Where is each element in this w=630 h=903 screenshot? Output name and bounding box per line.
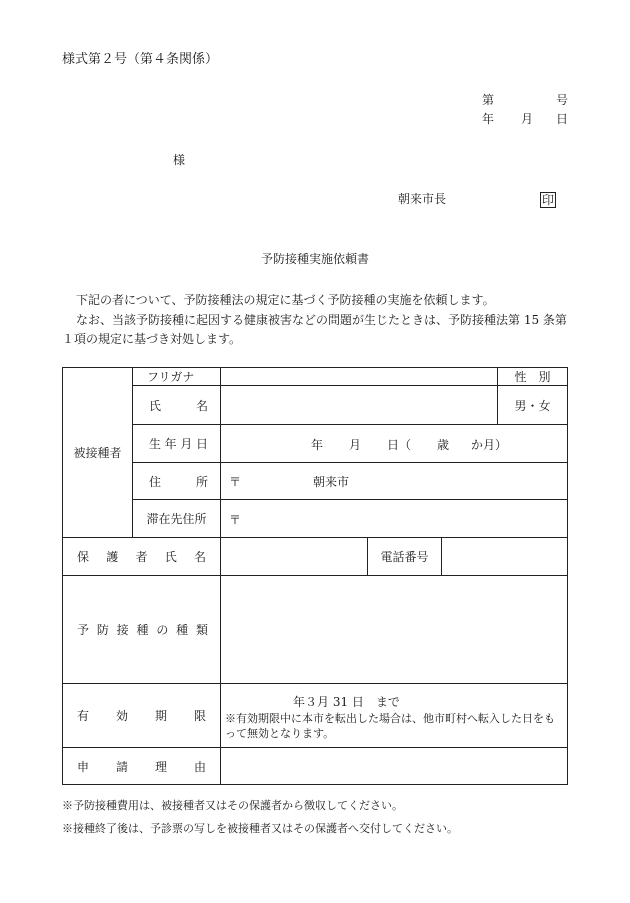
seal-mark: 印 — [542, 193, 555, 207]
validity-label: 有 効 期 限 — [63, 684, 221, 748]
body-line-1: 下記の者について、予防接種法の規定に基づく予防接種の実施を依頼します。 — [76, 293, 495, 307]
birth-month-unit: 月 — [349, 437, 362, 452]
document-number — [482, 91, 568, 108]
form-number: 様式第２号（第４条関係） — [62, 52, 219, 67]
sender-title: 朝来市長 — [398, 192, 447, 206]
gender-options[interactable]: 男・女 — [498, 386, 568, 425]
birthdate-label: 生 年 月 日 — [133, 425, 221, 463]
age-years-unit: 歳 — [437, 437, 450, 452]
validity-cell — [221, 684, 568, 748]
official-seal — [540, 189, 556, 208]
city-name: 朝来市 — [313, 475, 350, 489]
validity-deadline: 年３月 31 日 まで — [293, 694, 400, 709]
reason-label: 申 請 理 由 — [63, 748, 221, 785]
postal-mark: 〒 — [229, 475, 242, 489]
validity-note-line-2: って無効となります。 — [225, 726, 335, 740]
age-months-unit: か月） — [471, 437, 508, 452]
phone-label: 電話番号 — [368, 538, 442, 576]
stay-address-input[interactable] — [221, 500, 568, 538]
body-line-3: １項の規定に基づき対処します。 — [62, 332, 242, 346]
document-title: 予防接種実施依頼書 — [260, 252, 369, 266]
number-suffix: 号 — [555, 93, 568, 107]
stay-postal-mark: 〒 — [229, 512, 242, 527]
address-input[interactable] — [221, 463, 568, 500]
number-prefix: 第 — [482, 93, 495, 107]
stay-address-label: 滞在先住所 — [133, 500, 221, 538]
reason-input[interactable] — [221, 748, 568, 785]
application-table — [62, 367, 568, 785]
birth-day-unit: 日（ — [387, 437, 412, 452]
recipient-group-label: 被接種者 — [63, 368, 133, 538]
footnote-fee: ※予防接種費用は、被接種者又はその保護者から徴収してください。 — [62, 799, 403, 812]
birthdate-input[interactable] — [221, 425, 568, 463]
address-label: 住 所 — [133, 463, 221, 500]
date-day: 日 — [555, 112, 568, 126]
vaccine-type-input[interactable] — [221, 576, 568, 684]
furigana-input[interactable] — [221, 368, 498, 386]
addressee-honorific: 様 — [173, 153, 186, 167]
validity-note-line-1: ※有効期限中に本市を転出した場合は、他市町村へ転入した日をも — [225, 711, 555, 725]
birth-year-unit: 年 — [311, 437, 324, 452]
phone-input[interactable] — [442, 538, 568, 576]
date-month: 月 — [521, 112, 534, 126]
name-label: 氏 名 — [133, 386, 221, 425]
issue-date — [482, 110, 568, 127]
vaccine-type-label: 予 防 接 種 の 種 類 — [63, 576, 221, 684]
guardian-label: 保 護 者 氏 名 — [63, 538, 221, 576]
date-year: 年 — [482, 112, 495, 126]
body-line-2: なお、当該予防接種に起因する健康被害などの問題が生じたときは、予防接種法第 15 条第 — [76, 313, 567, 327]
gender-label: 性 別 — [498, 368, 568, 386]
footnote-copy: ※接種終了後は、予診票の写しを被接種者又はその保護者へ交付してください。 — [62, 822, 458, 835]
furigana-label: フリガナ — [133, 368, 221, 386]
name-input[interactable] — [221, 386, 498, 425]
guardian-name-input[interactable] — [221, 538, 368, 576]
